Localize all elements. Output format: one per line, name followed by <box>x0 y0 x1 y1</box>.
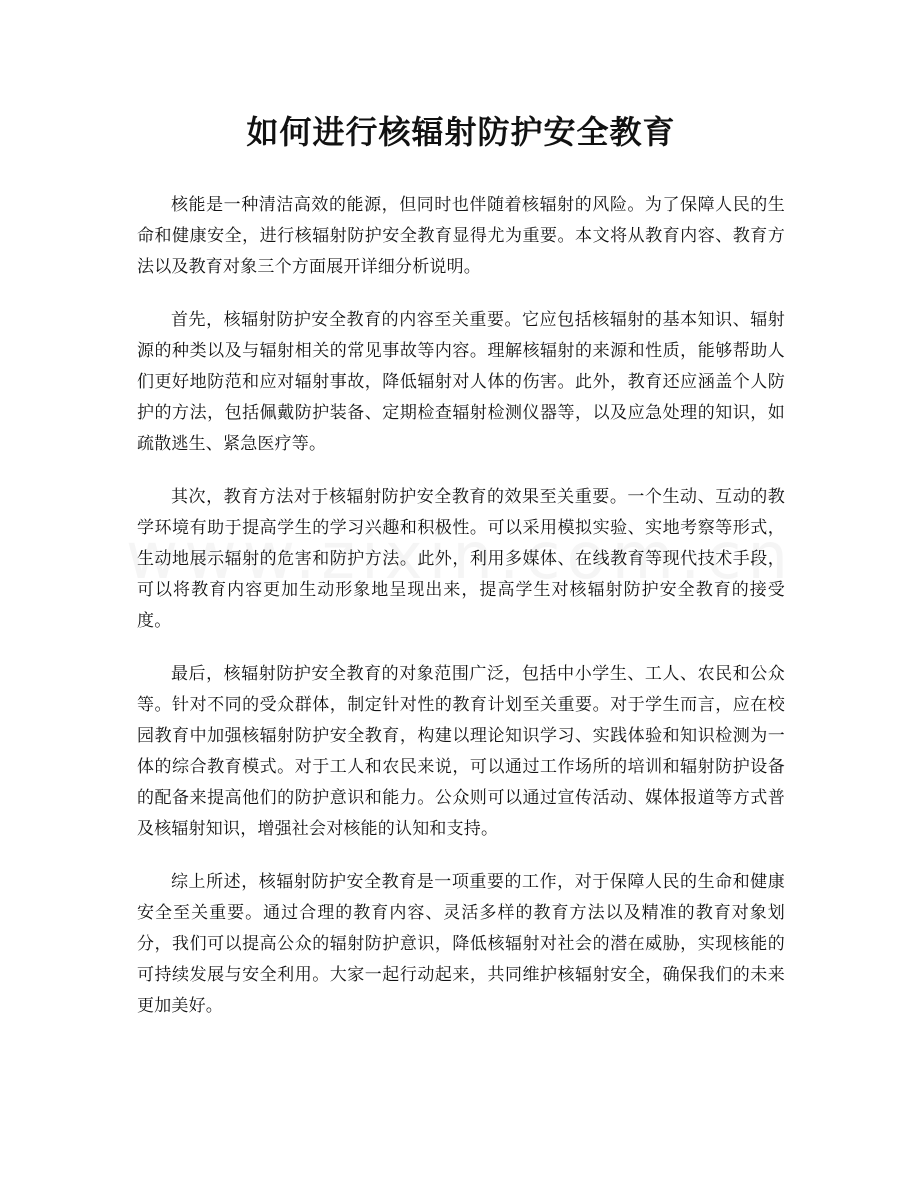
paragraph-intro: 核能是一种清洁高效的能源，但同时也伴随着核辐射的风险。为了保障人民的生命和健康安全，进行核辐射防护安全教育显得尤为重要。本文将从教育内容、教育方法以及教育对象三个方面展开详细分析说明。 <box>137 195 785 277</box>
paragraph-audience: 最后，核辐射防护安全教育的对象范围广泛，包括中小学生、工人、农民和公众等。针对不同的受众群体，制定针对性的教育计划至关重要。对于学生而言，应在校园教育中加强核辐射防护安全教育，构建以理论知识学习、实践体验和知识检测为一体的综合教育模式。对于工人和农民来说，可以通过工作场所的培训和辐射防护设备的配备来提高他们的防护意识和能力。公众则可以通过宣传活动、媒体报道等方式普及核辐射知识，增强社会对核能的认知和支持。 <box>137 664 785 839</box>
paragraph-methods: 其次，教育方法对于核辐射防护安全教育的效果至关重要。一个生动、互动的教学环境有助于提高学生的学习兴趣和积极性。可以采用模拟实验、实地考察等形式，生动地展示辐射的危害和防护方法。此外，利用多媒体、在线教育等现代技术手段，可以将教育内容更加生动形象地呈现出来，提高学生对核辐射防护安全教育的接受度。 <box>137 487 785 631</box>
document-title: 如何进行核辐射防护安全教育 <box>246 113 676 151</box>
paragraph-conclusion: 综上所述，核辐射防护安全教育是一项重要的工作，对于保障人民的生命和健康安全至关重要。通过合理的教育内容、灵活多样的教育方法以及精准的教育对象划分，我们可以提高公众的辐射防护意识，降低核辐射对社会的潜在威胁，实现核能的可持续发展与安全利用。大家一起行动起来，共同维护核辐射安全，确保我们的未来更加美好。 <box>137 872 785 1016</box>
document-body <box>137 190 785 1022</box>
paragraph-content: 首先，核辐射防护安全教育的内容至关重要。它应包括核辐射的基本知识、辐射源的种类以及与辐射相关的常见事故等内容。理解核辐射的来源和性质，能够帮助人们更好地防范和应对辐射事故，降低辐射对人体的伤害。此外，教育还应涵盖个人防护的方法，包括佩戴防护装备、定期检查辐射检测仪器等，以及应急处理的知识，如疏散逃生、紧急医疗等。 <box>137 310 785 454</box>
